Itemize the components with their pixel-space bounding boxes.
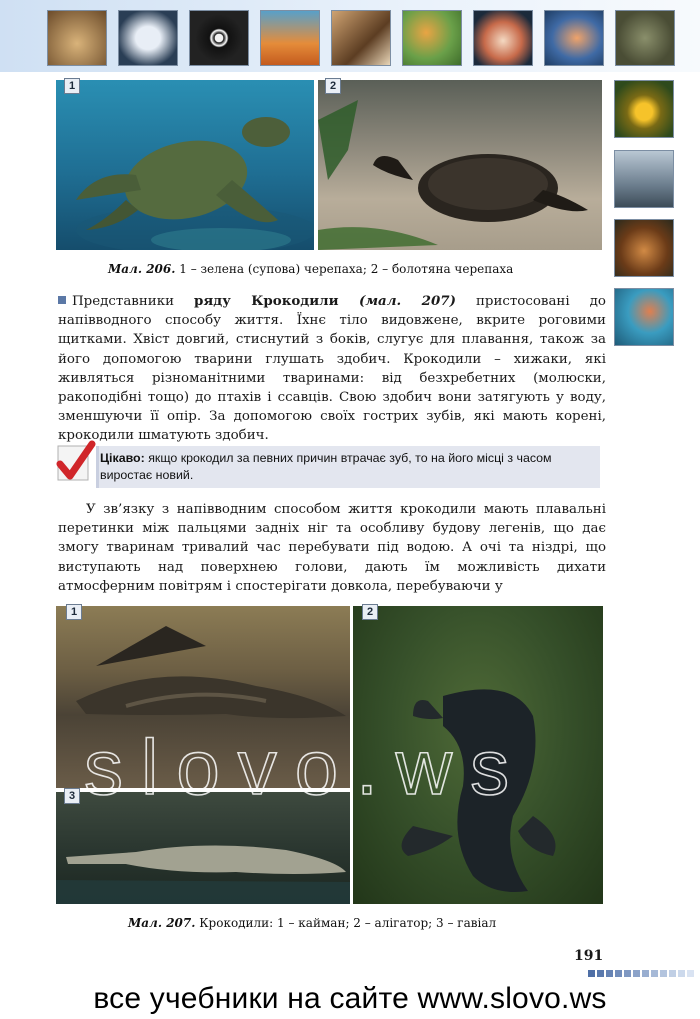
figure-207-caption	[128, 916, 496, 930]
page-decoration-dots	[588, 970, 694, 977]
top-thumbnail-strip	[0, 0, 700, 72]
figure-207-badge-1: 1	[66, 604, 82, 620]
thumb-butterfly	[402, 10, 462, 66]
bullet-square-icon	[58, 296, 66, 304]
side-thumb-tiger	[614, 219, 674, 277]
figure-206-caption	[108, 262, 513, 276]
photo-caiman	[56, 606, 350, 788]
figure-207-badge-2: 2	[362, 604, 378, 620]
side-thumb-primate	[614, 288, 674, 346]
paragraph-1-rest: пристосовані до напівводного способу життя. Їхнє тіло видовжене, вкрите роговими щитками. Хвіст довгий, стиснутий з боків, слугує для плавання, також за його допомогою тварини глушать здобич. Крокодили – хижаки, які живляться різноманітними тваринами: від безхребетних (молюски, ракоподібні тощо) до птахів і ссавців. Свою здобич вони затягують у воду, зменшуючи її опір. За допомогою своїх гострих зубів, які мають корені, крокодили шматують здобич.	[58, 294, 606, 444]
thumb-coral	[260, 10, 320, 66]
side-thumb-snake	[614, 80, 674, 138]
pond-turtle-silhouette-icon	[318, 80, 602, 250]
thumb-mollusk	[331, 10, 391, 66]
turtle-silhouette-icon	[56, 80, 314, 250]
page-number: 191	[574, 948, 604, 964]
checkmark-icon	[54, 440, 96, 488]
thumb-radiolaria	[189, 10, 249, 66]
paragraph-1-term: ряду Крокодили	[194, 293, 339, 309]
gharial-silhouette-icon	[56, 792, 350, 904]
paragraph-adaptations: У зв’язку з напівводним способом життя крокодили мають плавальні перетинки між пальцями задніх ніг та особливу будову легенів, що дає змогу тваринам тривалий час перебувати під водою. А очі та ніздрі, що виступають над поверхнею голови, дають їм можливість дихати атмосферним повітрям і спостерігати довкола, перебуваючи у	[58, 502, 606, 594]
fact-lead: Цікаво:	[100, 451, 145, 465]
caiman-silhouette-icon	[56, 606, 350, 788]
figure-206-badge-2: 2	[325, 78, 341, 94]
fact-text: якщо крокодил за певних причин втрачає зуб, то на його місці з часом виростає новий.	[100, 451, 552, 482]
thumb-starfish	[473, 10, 533, 66]
figure-207-label: Мал. 207.	[128, 916, 196, 930]
figure-206-label: Мал. 206.	[108, 262, 176, 276]
photo-gharial	[56, 792, 350, 904]
photo-green-turtle	[56, 80, 314, 250]
alligator-silhouette-icon	[353, 606, 603, 904]
figure-206-text: 1 – зелена (супова) черепаха; 2 – болотяна черепаха	[175, 262, 514, 276]
paragraph-1-figref: (мал. 207)	[338, 293, 456, 309]
paragraph-crocodiles	[58, 292, 606, 446]
thumb-frog	[615, 10, 675, 66]
side-thumb-bird	[614, 150, 674, 208]
photo-alligator	[353, 606, 603, 904]
photo-pond-turtle	[318, 80, 602, 250]
fact-box	[100, 450, 600, 484]
figure-206-badge-1: 1	[64, 78, 80, 94]
thumb-protozoa	[118, 10, 178, 66]
thumb-fish	[544, 10, 604, 66]
thumb-rodent	[47, 10, 107, 66]
figure-207-badge-3: 3	[64, 788, 80, 804]
site-footer-banner: все учебники на сайте www.slovo.ws	[0, 978, 700, 1019]
paragraph-1-start: Представники	[72, 294, 195, 309]
figure-207-text: Крокодили: 1 – кайман; 2 – алігатор; 3 – гавіал	[195, 916, 497, 930]
